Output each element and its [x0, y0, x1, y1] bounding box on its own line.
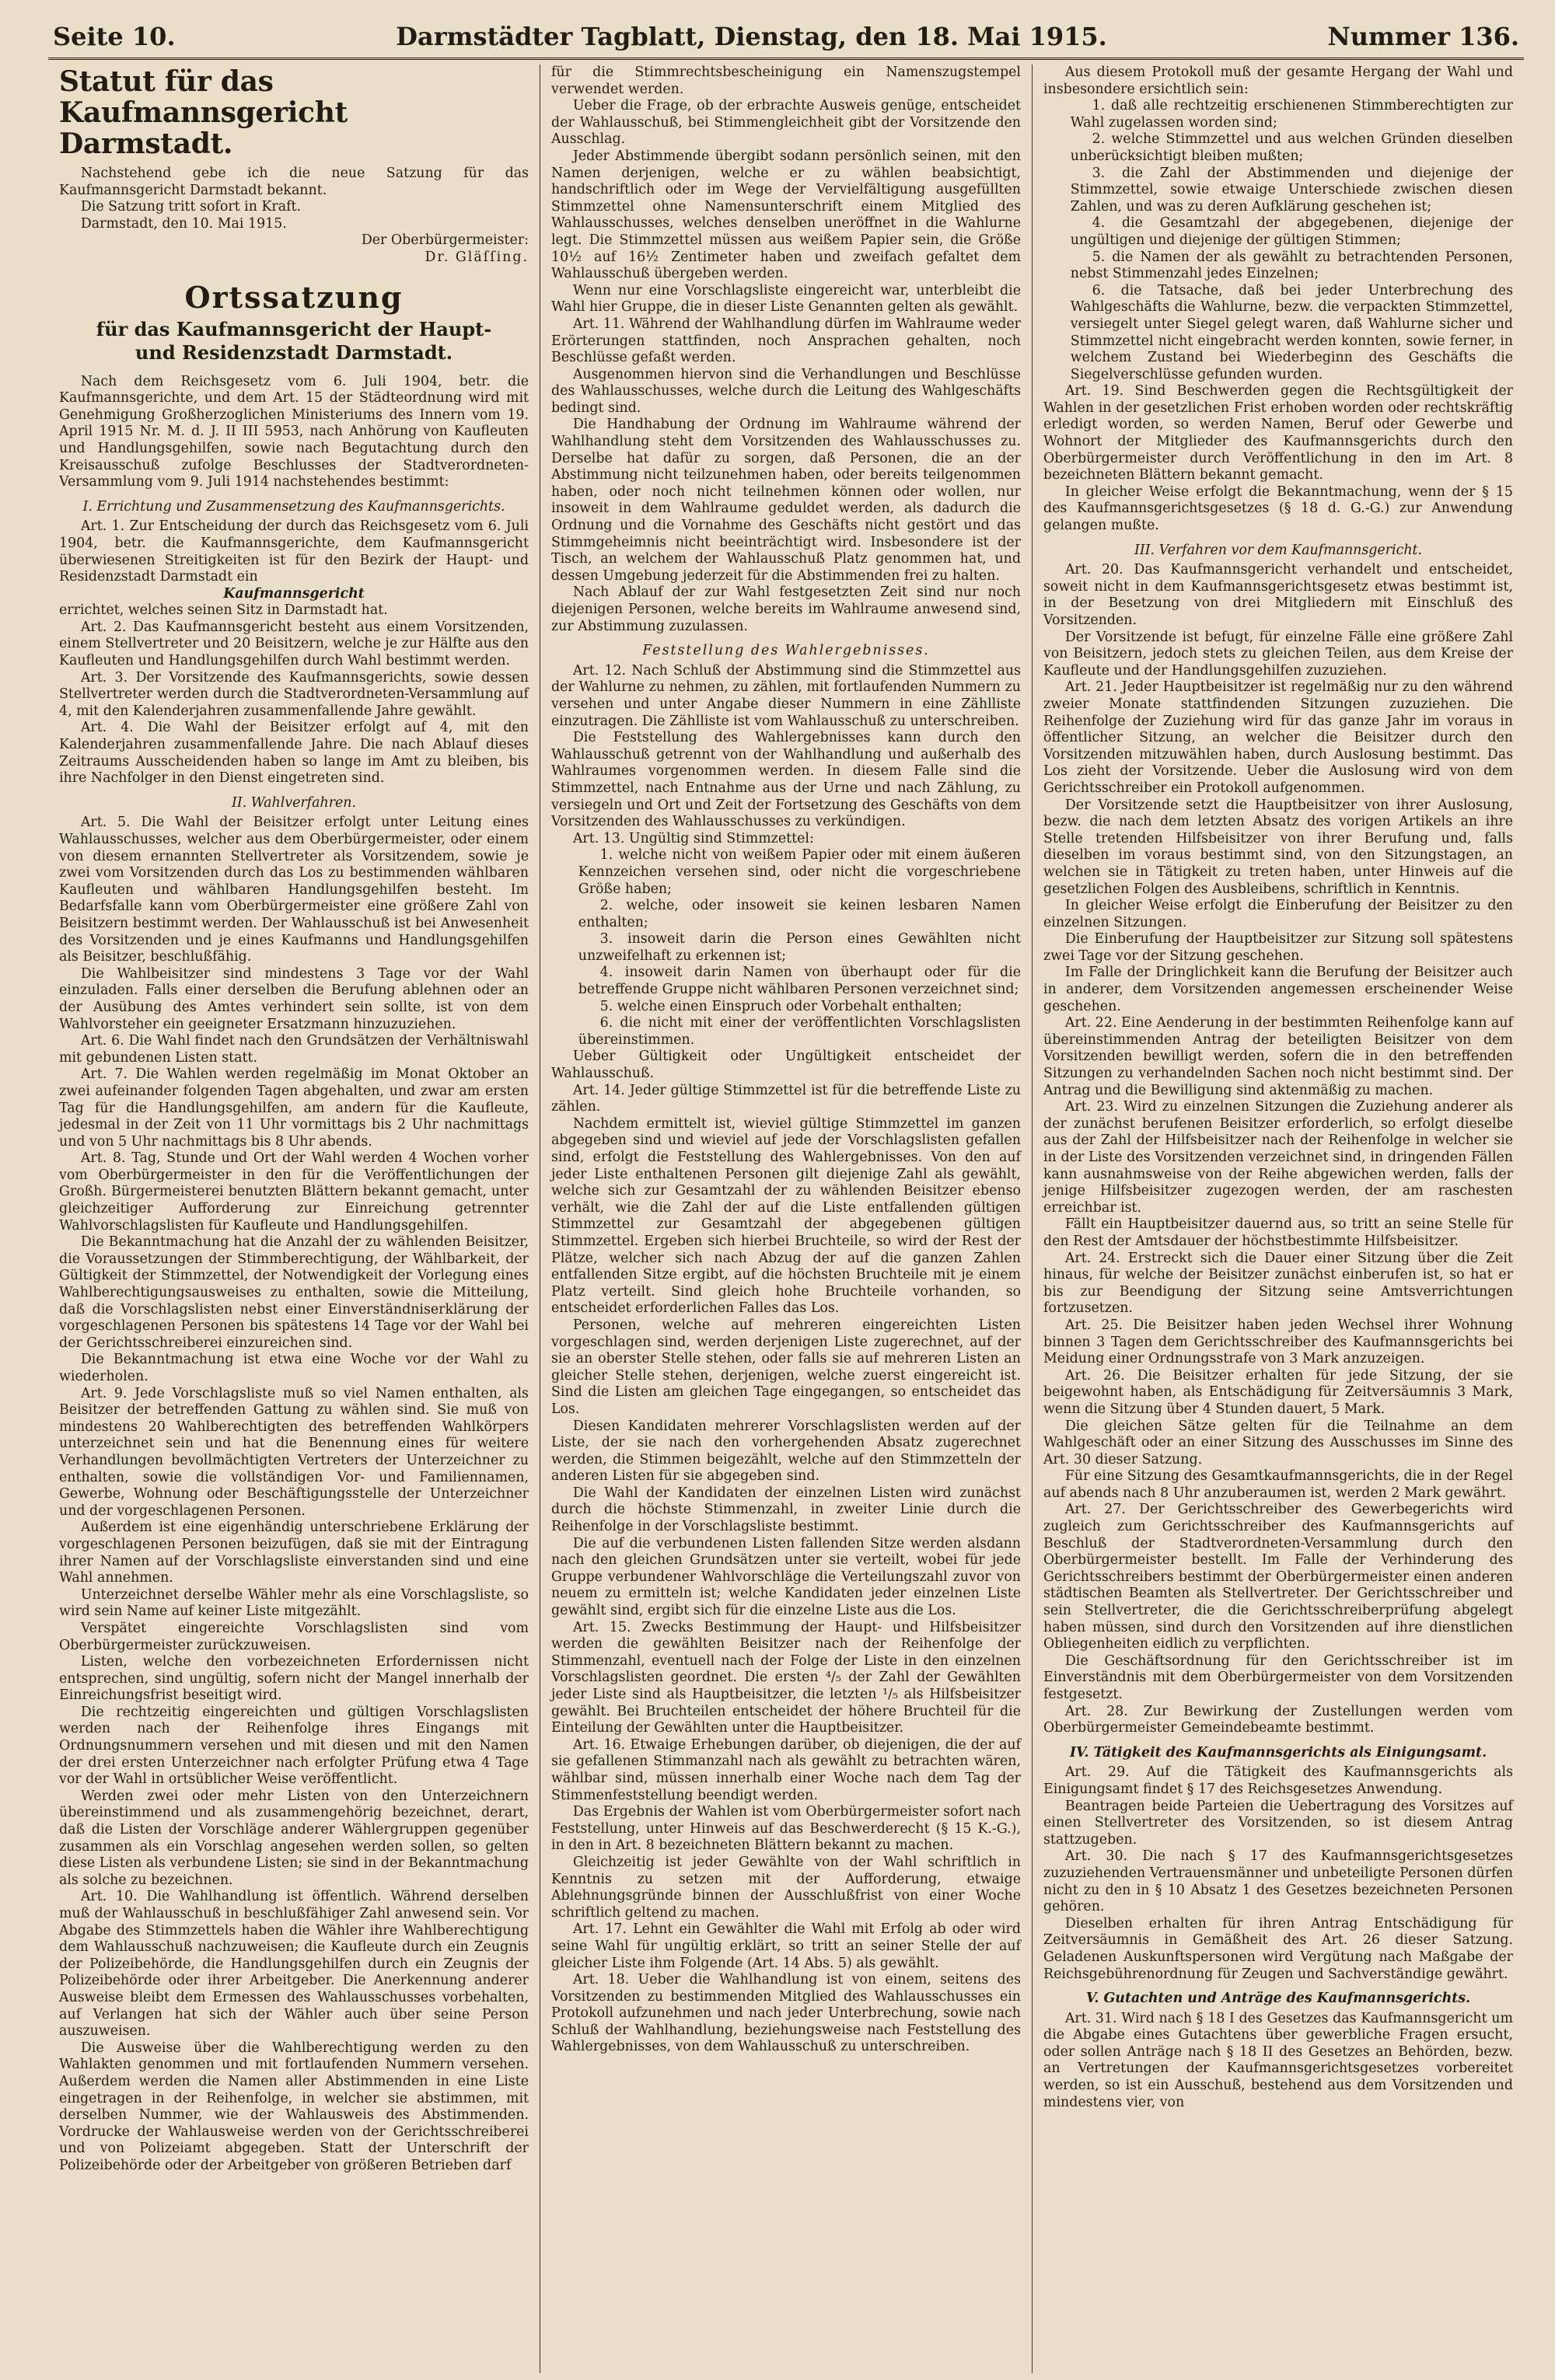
paragraph: Art. 11. Während der Wahlhandlung dürfen im Wahlraume weder Erörterungen stattfinden, noch Ansprachen gehalten, noch Beschlüsse gefaßt werden.: [551, 316, 1021, 366]
paragraph: Außerdem ist eine eigenhändig unterschriebene Erklärung der vorgeschlagenen Personen beizufügen, daß sie mit der Eintragung ihrer Namen auf der Vorschlagsliste einverstanden sind und eine Wahl annehmen.: [59, 1520, 529, 1586]
paragraph: Die Ausweise über die Wahlberechtigung werden zu den Wahlakten genommen und mit fortlaufenden Nummern versehen. Außerdem werden die Namen aller Abstimmenden in eine Liste eingetragen in der Reihenfolge, in welcher sie abstimmen, mit derselben Nummer, wie der Wahlausweis des Abstimmenden. Vordrucke der Wahlausweise werden von der Gerichtsschreiberei und von Polizeiamt abgegeben. Statt der Unterschrift der Polizeibehörde oder der Arbeitgeber von größeren Betrieben darf: [59, 2040, 529, 2173]
paragraph: Ueber Gültigkeit oder Ungültigkeit entscheidet der Wahlausschuß.: [551, 1049, 1021, 1082]
paragraph: Art. 17. Lehnt ein Gewählter die Wahl mit Erfolg ab oder wird seine Wahl für ungültig erklärt, so tritt an seiner Stelle der auf gleicher Liste ihm Folgende (Art. 14 Abs. 5) als gewählt.: [551, 1921, 1021, 1971]
paragraph: Dieselben erhalten für ihren Antrag Entschädigung für Zeitversäumnis in Gemäßheit des Art. 26 dieser Satzung. Geladenen Auskunftspersonen wird Vergütung nach Maßgabe der Reichsgebührenordnung für Zeugen und Sachverständige gewährt.: [1043, 1915, 1513, 1982]
newspaper-date-line: Darmstädter Tagblatt, Dienstag, den 18. Mai 1915.: [396, 22, 1107, 51]
paragraph: Nach Ablauf der zur Wahl festgesetzten Zeit sind nur noch diejenigen Personen, welche bereits im Wahlraume anwesend sind, zur Abstimmung zuzulassen.: [551, 585, 1021, 634]
list-item: 4. insoweit darin Namen von überhaupt oder für die betreffende Gruppe nicht wählbaren Personen verzeichnet sind;: [578, 965, 1021, 998]
paragraph: Art. 12. Nach Schluß der Abstimmung sind die Stimmzettel aus der Wahlurne zu nehmen, zu zählen, mit fortlaufenden Nummern zu versehen und unter Angabe dieser Nummern in eine Zählliste einzutragen. Die Zählliste ist vom Wahlausschuß zu unterschreiben.: [551, 662, 1021, 729]
dateline: Darmstadt, den 10. Mai 1915.: [80, 215, 287, 232]
paragraph: Fällt ein Hauptbeisitzer dauernd aus, so tritt an seine Stelle für den Rest der Amtsdauer der höchstbestimmte Hilfsbeisitzer.: [1043, 1216, 1513, 1249]
paragraph: Der Vorsitzende setzt die Hauptbeisitzer von ihrer Auslosung, bezw. die nach dem letzten Absatz des vorigen Artikels an ihre Stelle tretenden Hilfsbeisitzer von ihrer Berufung und, falls dieselben im voraus bestimmt sind, von den Sitzungstagen, an welchen sie in Tätigkeit zu treten haben, unter Hinweis auf die gesetzlichen Folgen des Ausbleibens, schriftlich in Kenntnis.: [1043, 797, 1513, 897]
masthead: [48, 22, 1524, 60]
paragraph: Der Vorsitzende ist befugt, für einzelne Fälle eine größere Zahl von Beisitzern, jedoch stets zu gleichen Teilen, aus dem Kreise der Kaufleute und der Handlungsgehilfen zuzuziehen.: [1043, 629, 1513, 679]
list-item: 2. welche Stimmzettel und aus welchen Gründen dieselben unberücksichtigt bleiben mußten;: [1070, 131, 1513, 164]
section-heading: Feststellung des Wahlergebnisses.: [642, 643, 930, 659]
paragraph: Art. 22. Eine Aenderung in der bestimmten Reihenfolge kann auf übereinstimmenden Antrag der beteiligten Beisitzer von dem Vorsitzenden bewilligt werden, sofern die in den betreffenden Sitzungen zu verhandelnden Sachen noch nicht bestimmt sind. Der Antrag und die Bewilligung sind aktenmäßig zu machen.: [1043, 1015, 1513, 1098]
issue-number: Nummer 136.: [1327, 22, 1519, 51]
list-item: 6. die Tatsache, daß bei jeder Unterbrechung des Wahlgeschäfts die Wahlurne, bezw. die verpackten Stimmzettel, versiegelt unter Siegel gelegt waren, daß Wahlurne sicher und Stimmzettel nicht eingebracht werden konnten, sowie ferner, in welchem Zustand bei Wiederbeginn des Geschäfts die Siegelverschlüsse gefunden wurden.: [1070, 282, 1513, 382]
paragraph: Diesen Kandidaten mehrerer Vorschlagslisten werden auf der Liste, der sie nach den vorhergehenden Absatz zugerechnet werden, die Stimmen beigezählt, welche auf den Stimmzetteln der anderen Listen für sie abgegeben sind.: [551, 1418, 1021, 1485]
paragraph: Personen, welche auf mehreren eingereichten Listen vorgeschlagen sind, werden derjenigen Liste zugerechnet, auf der sie an oberster Stelle stehen, oder falls sie auf mehreren Listen an gleicher Stelle stehen, derjenigen, welche zuerst eingereicht ist. Sind die Listen am gleichen Tage eingegangen, so entscheidet das Los.: [551, 1317, 1021, 1417]
paragraph: Art. 5. Die Wahl der Beisitzer erfolgt unter Leitung eines Wahlausschusses, welcher aus dem Oberbürgermeister, oder einem von diesem ernannten Stellvertreter als Vorsitzendem, sowie je zwei vom Vorsitzenden durch das Los zu bestimmenden wählbaren Kaufleuten und wählbaren Handlungsgehilfen besteht. Im Bedarfsfalle kann vom Oberbürgermeister eine größere Zahl von Beisitzern bestimmt werden. Der Wahlausschuß ist bei Anwesenheit des Vorsitzenden und je eines Kaufmanns und Handlungsgehilfen als Beisitzer, beschlußfähig.: [59, 815, 529, 965]
list-item: 3. insoweit darin die Person eines Gewählten nicht unzweifelhaft zu erkennen ist;: [578, 931, 1021, 964]
paragraph: Ueber die Frage, ob der erbrachte Ausweis genüge, entscheidet der Wahlausschuß, bei Stimmengleichheit gibt der Vorsitzende den Ausschlag.: [551, 98, 1021, 148]
list-item: 5. welche einen Einspruch oder Vorbehalt enthalten;: [599, 998, 963, 1014]
statute-heading: Ortssatzung: [184, 279, 404, 315]
signature-name: Dr. Gläſſing.: [425, 249, 529, 265]
section-heading: III. Verfahren vor dem Kaufmannsgericht.: [1134, 542, 1423, 558]
list-item: 1. daß alle rechtzeitig erschienenen Stimmberechtigten zur Wahl zugelassen worden sind;: [1070, 98, 1513, 131]
section-heading: V. Gutachten und Anträge des Kaufmannsgerichts.: [1085, 1991, 1471, 2007]
page-number: Seite 10.: [53, 22, 176, 51]
paragraph: Art. 24. Erstreckt sich die Dauer einer Sitzung über die Zeit hinaus, für welche der Beisitzer zunächst einberufen ist, so hat er bis zur Beendigung der Sitzung seine Amtsverrichtungen fortzusetzen.: [1043, 1250, 1513, 1317]
paragraph: Jeder Abstimmende übergibt sodann persönlich seinen, mit den Namen derjenigen, welche er zu wählen beabsichtigt, handschriftlich oder im Wege der Vervielfältigung ausgefüllten Stimmzettel ohne Namensunterschrift einem Mitglied des Wahlausschusses, welches denselben uneröffnet in die Wahlurne legt. Die Stimmzettel müssen aus weißem Papier sein, die Größe 10½ auf 16½ Zentimeter haben und zweifach gefaltet dem Wahlausschuß übergeben werden.: [551, 148, 1021, 282]
column-1: [48, 65, 540, 2373]
paragraph: Art. 25. Die Beisitzer haben jeden Wechsel ihrer Wohnung binnen 3 Tagen dem Gerichtsschreiber des Kaufmannsgerichts bei Meidung einer Ordnungsstrafe von 3 Mark anzuzeigen.: [1043, 1317, 1513, 1367]
signature-role: Der Oberbürgermeister:: [361, 232, 529, 249]
article-title: Statut für das Kaufmannsgericht Darmstadt.: [59, 65, 348, 160]
paragraph: Art. 6. Die Wahl findet nach den Grundsätzen der Verhältniswahl mit gebundenen Listen statt.: [59, 1033, 529, 1066]
paragraph: Art. 26. Die Beisitzer erhalten für jede Sitzung, der sie beigewohnt haben, als Entschädigung für Zeitversäumnis 3 Mark, wenn die Sitzung über 4 Stunden dauert, 5 Mark.: [1043, 1367, 1513, 1417]
paragraph: Die Wahl der Kandidaten der einzelnen Listen wird zunächst durch die höchste Stimmenzahl, in zweiter Linie durch die Reihenfolge in der Vorschlagsliste bestimmt.: [551, 1485, 1021, 1535]
paragraph: Aus diesem Protokoll muß der gesamte Hergang der Wahl und insbesondere ersichtlich sein:: [1043, 65, 1513, 97]
paragraph: Art. 21. Jeder Hauptbeisitzer ist regelmäßig nur zu den während zweier Monate stattfindenden Sitzungen zuzuziehen. Die Reihenfolge der Zuziehung wird für das ganze Jahr im voraus in öffentlicher Sitzung, an welcher die Beisitzer durch den Vorsitzenden mitzuwählen haben, durch Auslosung bestimmt. Das Los zieht der Vorsitzende. Ueber die Auslosung wird von dem Gerichtsschreiber ein Protokoll aufgenommen.: [1043, 679, 1513, 796]
paragraph: Art. 4. Die Wahl der Beisitzer erfolgt auf 4, mit den Kalenderjahren zusammenfallende Jahre. Die nach Ablauf dieses Zeitraums Ausscheidenden haben so lange im Amt zu bleiben, bis ihre Nachfolger in den Dienst eingetreten sind.: [59, 720, 529, 787]
paragraph: Die Bekanntmachung hat die Anzahl der zu wählenden Beisitzer, die Voraussetzungen der Stimmberechtigung, der Wählbarkeit, der Gültigkeit der Stimmzettel, der Notwendigkeit der Vorlegung eines Wahlberechtigungsausweises zu enthalten, sowie die Mitteilung, daß die Vorschlagslisten nebst einer Einverständniserklärung der vorgeschlagenen Personen bis spätestens 14 Tage vor der Wahl bei der Gerichtsschreiberei einzureichen sind.: [59, 1234, 529, 1351]
paragraph: Die Handhabung der Ordnung im Wahlraume während der Wahlhandlung steht dem Vorsitzenden des Wahlausschusses zu. Derselbe hat dafür zu sorgen, daß Personen, die an der Abstimmung nicht teilzunehmen haben, oder bereits teilgenommen haben, oder noch nicht teilnehmen können oder wollen, nur insoweit in dem Wahlraume geduldet werden, als dadurch die Ordnung und die Vornahme des Geschäfts nicht gestört und das Stimmgeheimnis nicht beeinträchtigt wird. Insbesondere ist der Tisch, an welchem der Wahlausschuß Platz genommen hat, und dessen Umgebung jederzeit für die Abstimmenden frei zu halten.: [551, 417, 1021, 584]
list-item: 3. die Zahl der Abstimmenden und diejenige der Stimmzettel, sowie etwaige Unterschiede zwischen diesen Zahlen, und was zu deren Aufklärung geschehen ist;: [1070, 165, 1513, 215]
paragraph: Das Ergebnis der Wahlen ist vom Oberbürgermeister sofort nach Feststellung, unter Hinweis auf das Beschwerderecht (§ 15 K.-G.), in den in Art. 8 bezeichneten Blättern bekannt zu machen.: [551, 1804, 1021, 1854]
section-heading: IV. Tätigkeit des Kaufmannsgerichts als Einigungsamt.: [1069, 1744, 1487, 1761]
paragraph: Die auf die verbundenen Listen fallenden Sitze werden alsdann nach den gleichen Grundsätzen unter sie verteilt, wobei für jede Gruppe verbundener Wahlvorschläge die Verteilungszahl zuvor von neuem zu ermitteln ist; welche Kandidaten jeder einzelnen Liste gewählt sind, ergibt sich für die einzelne Liste aus die Los.: [551, 1535, 1021, 1619]
paragraph: Art. 14. Jeder gültige Stimmzettel ist für die betreffende Liste zu zählen.: [551, 1082, 1021, 1115]
paragraph: Die gleichen Sätze gelten für die Teilnahme an dem Wahlgeschäft oder an einer Sitzung des Ausschusses im Sinne des Art. 30 dieser Satzung.: [1043, 1418, 1513, 1467]
list-item: 1. welche nicht von weißem Papier oder mit einem äußeren Kennzeichen versehen sind, oder nicht die vorgeschriebene Größe haben;: [578, 847, 1021, 897]
list-item: 4. die Gesamtzahl der abgegebenen, diejenige der ungültigen und diejenige der gültigen Stimmen;: [1070, 215, 1513, 248]
paragraph: Art. 18. Ueber die Wahlhandlung ist von einem, seitens des Vorsitzenden zu bestimmenden Mitglied des Wahlausschusses ein Protokoll aufzunehmen und nach jeder Unterbrechung, sowie nach Schluß der Wahlhandlung, beziehungsweise nach Feststellung des Wahlergebnisses, von dem Wahlausschuß zu unterschreiben.: [551, 1972, 1021, 2055]
paragraph: Art. 13. Ungültig sind Stimmzettel:: [572, 830, 814, 846]
statute-subheading: für das Kaufmannsgericht der Haupt- und Residenzstadt Darmstadt.: [96, 317, 492, 364]
paragraph: Wenn nur eine Vorschlagsliste eingereicht war, unterbleibt die Wahl hier Gruppe, die in dieser Liste Genannten gelten als gewählt.: [551, 282, 1021, 316]
paragraph: Art. 1. Zur Entscheidung der durch das Reichsgesetz vom 6. Juli 1904, betr. die Kaufmannsgerichte, dem Kaufmannsgericht überwiesenen Streitigkeiten ist für den Bezirk der Haupt- und Residenzstadt Darmstadt ein: [59, 518, 529, 585]
paragraph: Verspätet eingereichte Vorschlagslisten sind vom Oberbürgermeister zurückzuweisen.: [59, 1620, 529, 1653]
paragraph: Im Falle der Dringlichkeit kann die Berufung der Beisitzer auch in anderer, dem Vorsitzenden angemessen erscheinender Weise geschehen.: [1043, 965, 1513, 1014]
paragraph: In gleicher Weise erfolgt die Einberufung der Beisitzer zu den einzelnen Sitzungen.: [1043, 898, 1513, 930]
paragraph: Art. 7. Die Wahlen werden regelmäßig im Monat Oktober an zwei aufeinander folgenden Tagen abgehalten, und zwar am ersten Tag für die Handlungsgehilfen, am andern für die Kaufleute, jedesmal in der Zeit von 11 Uhr vormittags bis 2 Uhr nachmittags und von 5 Uhr nachmittags bis 8 Uhr abends.: [59, 1066, 529, 1150]
paragraph: für die Stimmrechtsbescheinigung ein Namenszugstempel verwendet werden.: [551, 65, 1021, 97]
paragraph: Werden zwei oder mehr Listen von den Unterzeichnern übereinstimmend und als zusammengehörig bezeichnet, derart, daß die Listen der Vorschläge anderer Wählergruppen gegenüber zusammen als ein Vorschlag angesehen werden sollen, so gelten diese Listen als verbundene Listen; sie sind in der Bekanntmachung als solche zu bezeichnen.: [59, 1788, 529, 1888]
paragraph: Art. 16. Etwaige Erhebungen darüber, ob diejenigen, die der auf sie gefallenen Stimmanzahl nach als gewählt zu betrachten wären, wählbar sind, müssen innerhalb einer Woche nach dem Tag der Stimmenfeststellung beendigt werden.: [551, 1736, 1021, 1803]
paragraph: Art. 23. Wird zu einzelnen Sitzungen die Zuziehung anderer als der zunächst berufenen Beisitzer erforderlich, so erfolgt dieselbe aus der Zahl der Hilfsbeisitzer nach der Reihenfolge in welcher sie in der Liste des Vorsitzenden verzeichnet sind, in dringenden Fällen kann ausnahmsweise von der Reihe abgewichen werden, falls der jenige Hilfsbeisitzer zugezogen werden, der am raschesten erreichbar ist.: [1043, 1099, 1513, 1216]
section-heading: II. Wahlverfahren.: [231, 794, 357, 811]
paragraph: Beantragen beide Parteien die Uebertragung des Vorsitzes auf einen Stellvertreter des Vorsitzenden, so ist diesem Antrag stattzugeben.: [1043, 1798, 1513, 1848]
list-item: 2. welche, oder insoweit sie keinen lesbaren Namen enthalten;: [578, 898, 1021, 930]
paragraph: Listen, welche den vorbezeichneten Erfordernissen nicht entsprechen, sind ungültig, sofern nicht der Mangel innerhalb der Einreichungsfrist beseitigt wird.: [59, 1654, 529, 1704]
paragraph: Die Feststellung des Wahlergebnisses kann durch den Wahlausschuß getrennt von der Wahlhandlung und außerhalb des Wahlraumes vorgenommen werden. In diesem Falle sind die Stimmzettel, nach Entnahme aus der Urne und nach Zählung, zu versiegeln und Ort und Zeit der Fortsetzung des Geschäfts von dem Vorsitzenden des Wahlausschusses zu verkündigen.: [551, 730, 1021, 830]
paragraph: Gleichzeitig ist jeder Gewählte von der Wahl schriftlich in Kenntnis zu setzen mit der Aufforderung, etwaige Ablehnungsgründe binnen der Ausschlußfrist von einer Woche schriftlich geltend zu machen.: [551, 1854, 1021, 1921]
paragraph: errichtet, welches seinen Sitz in Darmstadt hat.: [59, 602, 388, 619]
column-2: [540, 65, 1032, 2373]
list-item: 5. die Namen der als gewählt zu betrachtenden Personen, nebst Stimmenzahl jedes Einzelnen;: [1070, 249, 1513, 282]
paragraph: Art. 31. Wird nach § 18 I des Gesetzes das Kaufmannsgericht um die Abgabe eines Gutachtens über gewerbliche Fragen ersucht, oder sollen Anträge nach § 18 II des Gesetzes an Behörden, bezw. an Vertretungen der Kaufmannsgerichtsgesetzes vorbereitet werden, so ist ein Ausschuß, bestehend aus dem Vorsitzenden und mindestens vier, von: [1043, 2010, 1513, 2110]
paragraph: Art. 3. Der Vorsitzende des Kaufmannsgerichts, sowie dessen Stellvertreter werden durch die Stadtverordneten-Versammlung auf 4, mit den Kalenderjahren zusammenfallende Jahre gewählt.: [59, 669, 529, 719]
paragraph: Die rechtzeitig eingereichten und gültigen Vorschlagslisten werden nach der Reihenfolge ihres Eingangs mit Ordnungsnummern versehen und mit diesen und mit den Namen der drei ersten Unterzeichner nach erfolgter Prüfung etwa 4 Tage vor der Wahl in ortsüblicher Weise veröffentlicht.: [59, 1704, 529, 1788]
article-columns: [48, 65, 1524, 2373]
paragraph: Art. 20. Das Kaufmannsgericht verhandelt und entscheidet, soweit nicht in dem Kaufmannsgerichtsgesetz etwas bestimmt ist, in der Besetzung von drei Mitgliedern mit Einschluß des Vorsitzenden.: [1043, 562, 1513, 628]
paragraph: Art. 30. Die nach § 17 des Kaufmannsgerichtsgesetzes zuzuziehenden Vertrauensmänner und unbeteiligte Personen dürfen nicht zu den in § 10 Absatz 1 des Gesetzes bezeichneten Personen gehören.: [1043, 1848, 1513, 1915]
paragraph: Ausgenommen hiervon sind die Verhandlungen und Beschlüsse des Wahlausschusses, welche durch die Leitung des Wahlgeschäfts bedingt sind.: [551, 366, 1021, 416]
intro-text: Nachstehend gebe ich die neue Satzung für das Kaufmannsgericht Darmstadt bekannt.: [59, 166, 529, 198]
paragraph: Die Einberufung der Hauptbeisitzer zur Sitzung soll spätestens zwei Tage vor der Sitzung geschehen.: [1043, 931, 1513, 964]
intro-text: Die Satzung tritt sofort in Kraft.: [80, 199, 302, 215]
paragraph: Art. 19. Sind Beschwerden gegen die Rechtsgültigkeit der Wahlen in der gesetzlichen Frist erhoben worden oder rechtskräftig erledigt worden, so werden Namen, Beruf oder Gewerbe und Wohnort der Mitglieder des Kaufmannsgerichts durch den Oberbürgermeister durch Veröffentlichung in den im Art. 8 bezeichneten Blättern bekannt gemacht.: [1043, 383, 1513, 483]
emphasis-line: Kaufmannsgericht: [223, 585, 365, 602]
paragraph: Art. 15. Zwecks Bestimmung der Haupt- und Hilfsbeisitzer werden die gewählten Beisitzer nach der Reihenfolge der Stimmenzahl, eventuell nach der Folge der Liste in den einzelnen Vorschlagslisten geordnet. Die ersten ⁴/₅ der Zahl der Gewählten jeder Liste sind als Hauptbeisitzer, die letzten ¹/₅ als Hilfsbeisitzer gewählt. Bei Bruchteilen entscheidet der höhere Bruchteil für die Einteilung der Gewählten unter die Hauptbeisitzer.: [551, 1619, 1021, 1736]
paragraph: Die Wahlbeisitzer sind mindestens 3 Tage vor der Wahl einzuladen. Falls einer derselben die Berufung ablehnen oder an der Ausübung des Amtes verhindert sein sollte, ist von dem Wahlvorsteher ein geeigneter Ersatzmann hinzuzuziehen.: [59, 965, 529, 1032]
paragraph: Art. 28. Zur Bewirkung der Zustellungen werden vom Oberbürgermeister Gemeindebeamte bestimmt.: [1043, 1703, 1513, 1736]
paragraph: Art. 8. Tag, Stunde und Ort der Wahl werden 4 Wochen vorher vom Oberbürgermeister in den für die Veröffentlichungen der Großh. Bürgermeisterei benutzten Blättern bekannt gemacht, unter gleichzeitiger Aufforderung zur Einreichung getrennter Wahlvorschlagslisten für Kaufleute und Handlungsgehilfen.: [59, 1150, 529, 1234]
paragraph: In gleicher Weise erfolgt die Bekanntmachung, wenn der § 15 des Kaufmannsgerichtsgesetzes (§ 18 d. G.-G.) zur Anwendung gelangen mußte.: [1043, 483, 1513, 534]
paragraph: Art. 10. Die Wahlhandlung ist öffentlich. Während derselben muß der Wahlausschuß in beschlußfähiger Zahl anwesend sein. Vor Abgabe des Stimmzettels haben die Wähler ihre Wahlberechtigung dem Wahlausschuß nachzuweisen; die Kaufleute durch ein Zeugnis der Polizeibehörde, die Handlungsgehilfen durch ein Zeugnis der Polizeibehörde oder ihrer Arbeitgeber. Die Anerkennung anderer Ausweise bleibt dem Ermessen des Wahlausschusses vorbehalten, auf Verlangen hat sich der Wähler auch über seine Person auszuweisen.: [59, 1889, 529, 2040]
paragraph: Die Bekanntmachung ist etwa eine Woche vor der Wahl zu wiederholen.: [59, 1352, 529, 1384]
paragraph: Art. 27. Der Gerichtsschreiber des Gewerbegerichts wird zugleich zum Gerichtsschreiber des Kaufmannsgerichts auf Beschluß der Stadtverordneten-Versammlung durch den Oberbürgermeister bestellt. Im Falle der Verhinderung des Gerichtsschreibers bestimmt der Oberbürgermeister einen anderen städtischen Beamten als Stellvertreter. Der Gerichtsschreiber und sein Stellvertreter, die die Gerichtsschreiberprüfung abgelegt haben müssen, sind durch den Vorsitzenden auf ihre dienstlichen Obliegenheiten eidlich zu verpflichten.: [1043, 1502, 1513, 1652]
paragraph: Nachdem ermittelt ist, wieviel gültige Stimmzettel im ganzen abgegeben sind und wieviel auf jede der Vorschlagslisten gefallen sind, erfolgt die Feststellung des Wahlergebnisses. Von den auf jeder Liste enthaltenen Personen gilt diejenige Zahl als gewählt, welche sich zur Gesamtzahl der zu wählenden Beisitzer ebenso verhält, wie die Zahl der auf die Liste entfallenden gültigen Stimmzettel zur Gesamtzahl der abgegebenen gültigen Stimmzettel. Ergeben sich hierbei Bruchteile, so wird der Rest der Plätze, welcher sich nach Abzug der auf die ganzen Zahlen entfallenden Sitze ergibt, auf die höchsten Bruchteile mit je einem Platz verteilt. Sind gleich hohe Bruchteile vorhanden, so entscheidet erforderlichen Falles das Los.: [551, 1115, 1021, 1317]
paragraph: Art. 9. Jede Vorschlagsliste muß so viel Namen enthalten, als Beisitzer der betreffenden Gattung zu wählen sind. Sie muß von mindestens 20 Wahlberechtigten des betreffenden Wahlkörpers unterzeichnet sein und hat die Benennung eines für weitere Verhandlungen bevollmächtigten Vertreters der Unterzeichner zu enthalten, sowie die vollständigen Vor- und Familiennamen, Gewerbe, Wohnung oder Beschäftigungsstelle der Unterzeichner und der vorgeschlagenen Personen.: [59, 1385, 529, 1519]
paragraph: Unterzeichnet derselbe Wähler mehr als eine Vorschlagsliste, so wird sein Name auf keiner Liste mitgezählt.: [59, 1586, 529, 1620]
section-heading: I. Errichtung und Zusammensetzung des Kaufmannsgerichts.: [82, 498, 505, 515]
paragraph: Art. 29. Auf die Tätigkeit des Kaufmannsgerichts als Einigungsamt findet § 17 des Reichsgesetzes Anwendung.: [1043, 1764, 1513, 1797]
list-item: 6. die nicht mit einer der veröffentlichten Vorschlagslisten übereinstimmen.: [578, 1015, 1021, 1048]
column-3: [1032, 65, 1524, 2373]
paragraph: Für eine Sitzung des Gesamtkaufmannsgerichts, die in der Regel auf abends nach 8 Uhr anzuberaumen ist, werden 2 Mark gewährt.: [1043, 1468, 1513, 1501]
paragraph: Die Geschäftsordnung für den Gerichtsschreiber ist im Einverständnis mit dem Oberbürgermeister von dem Vorsitzenden festgesetzt.: [1043, 1652, 1513, 1702]
paragraph: Nach dem Reichsgesetz vom 6. Juli 1904, betr. die Kaufmannsgerichte, und dem Art. 15 der Städteordnung wird mit Genehmigung Großherzoglichen Ministeriums des Innern vom 19. April 1915 Nr. M. d. J. II III 5953, nach Anhörung von Kaufleuten und Handlungsgehilfen, sowie nach Begutachtung durch den Kreisausschuß zufolge Beschlusses der Stadtverordneten-Versammlung vom 9. Juli 1914 nachstehendes bestimmt:: [59, 373, 529, 490]
paragraph: Art. 2. Das Kaufmannsgericht besteht aus einem Vorsitzenden, einem Stellvertreter und 20 Beisitzern, welche je zur Hälfte aus den Kaufleuten und Handlungsgehilfen durch Wahl bestimmt werden.: [59, 619, 529, 669]
